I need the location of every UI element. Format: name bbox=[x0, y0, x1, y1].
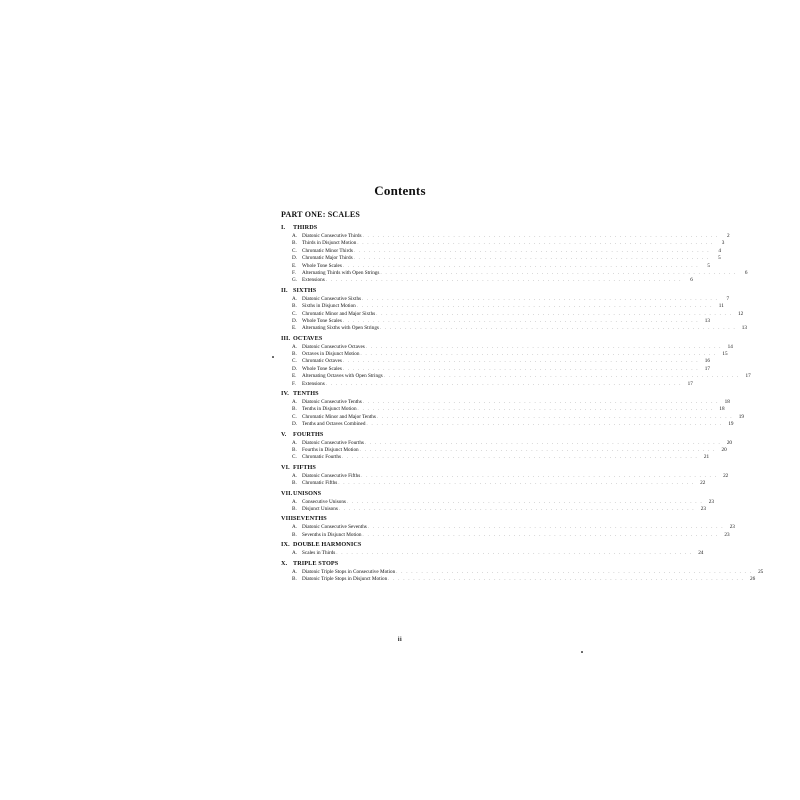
toc-section bbox=[281, 463, 729, 487]
entry-letter: C. bbox=[292, 413, 297, 420]
entry-page-number: 20 bbox=[726, 439, 732, 446]
toc-entry[interactable] bbox=[281, 232, 730, 239]
section-heading bbox=[281, 464, 541, 472]
entry-letter: D. bbox=[292, 317, 298, 324]
toc-section bbox=[281, 559, 764, 583]
toc-entry[interactable] bbox=[281, 310, 744, 317]
dot-leader: . . . . . . . . . . . . . . . . . . . . . . . . . . . . . . . . . . . . . . . . . . . . . . . . . . . . . . . . . . . . . . . . . . . . . . . bbox=[376, 310, 733, 316]
section-title: SEVENTHS bbox=[293, 515, 327, 523]
dot-leader: . . . . . . . . . . . . . . . . . . . . . . . . . . . . . . . . . . . . . . . . . . . . . . . . . . . . . . . . . . . . . . . . . . . . . . . bbox=[380, 269, 737, 275]
dot-leader: . . . . . . . . . . . . . . . . . . . . . . . . . . . . . . . . . . . . . . . . . . . . . . . . . . . . . . . . . . . . . . . . . . . . . . . bbox=[342, 358, 699, 364]
toc-entry[interactable] bbox=[281, 357, 710, 365]
toc-entry[interactable] bbox=[281, 472, 729, 479]
section-heading bbox=[281, 335, 541, 343]
entry-title: Tenths and Octaves Combined bbox=[302, 421, 366, 428]
dot-leader: . . . . . . . . . . . . . . . . . . . . . . . . . . . . . . . . . . . . . . . . . . . . . . . . . . . . . . . . . . . . . . . . . . . . . . . bbox=[353, 247, 710, 253]
entry-letter: B. bbox=[292, 406, 297, 413]
entry-title: Whole Tone Scales bbox=[302, 317, 342, 324]
entry-title: Diatonic Triple Stops in Consecutive Motion bbox=[302, 568, 396, 575]
entry-page-number: 23 bbox=[708, 498, 714, 505]
dot-leader: . . . . . . . . . . . . . . . . . . . . . . . . . . . . . . . . . . . . . . . . . . . . . . . . . . . . . . . . . . . . . . . . . . . . . . . bbox=[362, 233, 719, 238]
dot-leader: . . . . . . . . . . . . . . . . . . . . . . . . . . . . . . . . . . . . . . . . . . . . . . . . . . . . . . . . . . . . . . . . . . . . . . . bbox=[359, 446, 716, 452]
entry-letter: B. bbox=[292, 240, 297, 247]
toc-section bbox=[281, 390, 744, 428]
dot-leader: . . . . . . . . . . . . . . . . . . . . . . . . . . . . . . . . . . . . . . . . . . . . . . . . . . . . . . . . . . . . . . . . . . . . . . . bbox=[342, 262, 699, 268]
entry-page-number: 16 bbox=[704, 358, 710, 365]
entry-title: Chromatic Minor Thirds bbox=[302, 247, 353, 254]
entry-page-number: 26 bbox=[750, 575, 756, 582]
dot-leader: . . . . . . . . . . . . . . . . . . . . . . . . . . . . . . . . . . . . . . . . . . . . . . . . . . . . . . . . . . . . . . . . . . . . . . . bbox=[357, 406, 714, 412]
entry-letter: B. bbox=[292, 303, 297, 310]
entry-page-number: 17 bbox=[704, 365, 710, 372]
entry-page-number: 13 bbox=[704, 317, 710, 324]
dot-leader: . . . . . . . . . . . . . . . . . . . . . . . . . . . . . . . . . . . . . . . . . . . . . . . . . . . . . . . . . . . . . . . . . . . . . . . bbox=[342, 317, 699, 323]
entry-title: Tenths in Disjunct Motion bbox=[302, 406, 357, 413]
section-title: TENTHS bbox=[293, 390, 319, 398]
toc-entry[interactable] bbox=[281, 420, 734, 428]
toc-entry[interactable] bbox=[281, 505, 706, 512]
entry-title: Alternating Octaves with Open Strings bbox=[302, 373, 383, 380]
entry-letter: C. bbox=[292, 454, 297, 461]
entry-title: Consecutive Unisons bbox=[302, 498, 346, 505]
entry-page-number: 19 bbox=[728, 421, 734, 428]
entry-page-number: 13 bbox=[741, 325, 747, 332]
entry-page-number: 7 bbox=[726, 295, 730, 302]
section-number: II. bbox=[281, 286, 288, 294]
dot-leader: . . . . . . . . . . . . . . . . . . . . . . . . . . . . . . . . . . . . . . . . . . . . . . . . . . . . . . . . . . . . . . . . . . . . . . . bbox=[366, 421, 723, 427]
entry-page-number: 6 bbox=[744, 269, 748, 276]
entry-letter: A. bbox=[292, 524, 298, 531]
toc-entry[interactable] bbox=[281, 523, 735, 531]
section-heading bbox=[281, 541, 541, 549]
toc-entry[interactable] bbox=[281, 439, 732, 446]
section-number: VI. bbox=[281, 463, 290, 471]
toc-entry[interactable] bbox=[281, 479, 706, 487]
toc-entry[interactable] bbox=[281, 276, 693, 284]
toc-entry[interactable] bbox=[281, 498, 714, 505]
dot-leader: . . . . . . . . . . . . . . . . . . . . . . . . . . . . . . . . . . . . . . . . . . . . . . . . . . . . . . . . . . . . . . . . . . . . . . . bbox=[342, 454, 699, 460]
entry-page-number: 25 bbox=[758, 568, 764, 575]
section-heading bbox=[281, 490, 541, 498]
section-heading bbox=[281, 224, 541, 232]
entry-letter: E. bbox=[292, 373, 297, 380]
toc-entry[interactable] bbox=[281, 413, 744, 420]
entry-title: Scales in Thirds bbox=[302, 550, 336, 557]
toc-section bbox=[281, 286, 747, 332]
dot-leader: . . . . . . . . . . . . . . . . . . . . . . . . . . . . . . . . . . . . . . . . . . . . . . . . . . . . . . . . . . . . . . . . . . . . . . . bbox=[346, 498, 703, 504]
entry-letter: C. bbox=[292, 247, 297, 254]
toc-entry[interactable] bbox=[281, 239, 725, 247]
toc-section bbox=[281, 515, 735, 538]
entry-letter: B. bbox=[292, 446, 297, 453]
entry-letter: D. bbox=[292, 365, 298, 372]
dot-leader: . . . . . . . . . . . . . . . . . . . . . . . . . . . . . . . . . . . . . . . . . . . . . . . . . . . . . . . . . . . . . . . . . . . . . . . bbox=[367, 524, 724, 530]
page-number: ii bbox=[397, 637, 403, 643]
entry-letter: A. bbox=[292, 295, 298, 302]
entry-letter: A. bbox=[292, 472, 298, 479]
section-title: THIRDS bbox=[293, 224, 318, 231]
entry-letter: C. bbox=[292, 310, 297, 317]
dot-leader: . . . . . . . . . . . . . . . . . . . . . . . . . . . . . . . . . . . . . . . . . . . . . . . . . . . . . . . . . . . . . . . . . . . . . . . bbox=[365, 343, 722, 349]
entry-title: Whole Tone Scales bbox=[302, 262, 342, 269]
entry-title: Fourths in Disjunct Motion bbox=[302, 446, 359, 453]
entry-letter: B. bbox=[292, 505, 297, 512]
entry-page-number: 6 bbox=[690, 277, 693, 284]
toc-section bbox=[281, 430, 732, 461]
section-heading bbox=[281, 560, 541, 568]
dot-leader: . . . . . . . . . . . . . . . . . . . . . . . . . . . . . . . . . . . . . . . . . . . . . . . . . . . . . . . . . . . . . . . . . . . . . . . bbox=[361, 472, 718, 478]
table-of-contents bbox=[281, 224, 764, 585]
entry-title: Chromatic Fifths bbox=[302, 480, 338, 487]
section-title: FOURTHS bbox=[293, 430, 324, 438]
toc-entry[interactable] bbox=[281, 365, 710, 372]
entry-title: Diatonic Consecutive Thirds bbox=[302, 233, 362, 239]
entry-page-number: 23 bbox=[724, 531, 730, 538]
entry-title: Chromatic Fourths bbox=[302, 454, 342, 461]
entry-letter: A. bbox=[292, 550, 298, 557]
dot-leader: . . . . . . . . . . . . . . . . . . . . . . . . . . . . . . . . . . . . . . . . . . . . . . . . . . . . . . . . . . . . . . . . . . . . . . . bbox=[362, 399, 719, 405]
toc-entry[interactable] bbox=[281, 343, 733, 350]
toc-section bbox=[281, 224, 748, 284]
entry-page-number: 18 bbox=[719, 406, 725, 413]
dot-leader: . . . . . . . . . . . . . . . . . . . . . . . . . . . . . . . . . . . . . . . . . . . . . . . . . . . . . . . . . . . . . . . . . . . . . . . bbox=[325, 277, 682, 283]
dot-leader: . . . . . . . . . . . . . . . . . . . . . . . . . . . . . . . . . . . . . . . . . . . . . . . . . . . . . . . . . . . . . . . . . . . . . . . bbox=[364, 439, 721, 445]
entry-letter: F. bbox=[292, 269, 296, 276]
dot-leader: . . . . . . . . . . . . . . . . . . . . . . . . . . . . . . . . . . . . . . . . . . . . . . . . . . . . . . . . . . . . . . . . . . . . . . . bbox=[383, 373, 740, 379]
toc-entry[interactable] bbox=[281, 295, 730, 302]
toc-entry[interactable] bbox=[281, 372, 751, 380]
entry-letter: A. bbox=[292, 399, 298, 406]
dot-leader: . . . . . . . . . . . . . . . . . . . . . . . . . . . . . . . . . . . . . . . . . . . . . . . . . . . . . . . . . . . . . . . . . . . . . . . bbox=[342, 365, 699, 371]
entry-title: Disjunct Unisons bbox=[302, 505, 338, 512]
dot-leader: . . . . . . . . . . . . . . . . . . . . . . . . . . . . . . . . . . . . . . . . . . . . . . . . . . . . . . . . . . . . . . . . . . . . . . . bbox=[360, 351, 717, 357]
toc-entry[interactable] bbox=[281, 324, 747, 332]
entry-page-number: 4 bbox=[718, 247, 721, 254]
section-number: X. bbox=[281, 559, 288, 567]
entry-page-number: 22 bbox=[723, 472, 729, 479]
entry-title: Alternating Thirds with Open Strings bbox=[302, 269, 380, 276]
entry-page-number: 20 bbox=[721, 446, 727, 453]
entry-title: Whole Tone Scales bbox=[302, 365, 342, 372]
scan-speck bbox=[272, 356, 274, 358]
dot-leader: . . . . . . . . . . . . . . . . . . . . . . . . . . . . . . . . . . . . . . . . . . . . . . . . . . . . . . . . . . . . . . . . . . . . . . . bbox=[338, 505, 695, 511]
entry-letter: A. bbox=[292, 439, 298, 446]
dot-leader: . . . . . . . . . . . . . . . . . . . . . . . . . . . . . . . . . . . . . . . . . . . . . . . . . . . . . . . . . . . . . . . . . . . . . . . bbox=[336, 550, 693, 556]
entry-title: Chromatic Octaves bbox=[302, 358, 342, 365]
toc-entry[interactable] bbox=[281, 405, 725, 413]
entry-title: Diatonic Consecutive Octaves bbox=[302, 343, 365, 350]
page-title: Contents bbox=[374, 183, 426, 198]
toc-entry[interactable] bbox=[281, 247, 721, 254]
dot-leader: . . . . . . . . . . . . . . . . . . . . . . . . . . . . . . . . . . . . . . . . . . . . . . . . . . . . . . . . . . . . . . . . . . . . . . . bbox=[388, 575, 745, 581]
dot-leader: . . . . . . . . . . . . . . . . . . . . . . . . . . . . . . . . . . . . . . . . . . . . . . . . . . . . . . . . . . . . . . . . . . . . . . . bbox=[353, 255, 710, 261]
section-number: V. bbox=[281, 430, 287, 438]
entry-page-number: 23 bbox=[729, 524, 735, 531]
dot-leader: . . . . . . . . . . . . . . . . . . . . . . . . . . . . . . . . . . . . . . . . . . . . . . . . . . . . . . . . . . . . . . . . . . . . . . . bbox=[362, 531, 719, 537]
entry-letter: B. bbox=[292, 531, 297, 538]
section-title: SIXTHS bbox=[293, 286, 317, 294]
entry-page-number: 22 bbox=[700, 480, 706, 487]
section-heading bbox=[281, 515, 541, 523]
entry-page-number: 12 bbox=[738, 310, 744, 317]
section-number: I. bbox=[281, 224, 286, 231]
entry-page-number: 15 bbox=[722, 351, 728, 358]
section-heading bbox=[281, 431, 541, 439]
entry-letter: B. bbox=[292, 480, 297, 487]
toc-entry[interactable] bbox=[281, 453, 710, 461]
toc-section bbox=[281, 489, 714, 513]
entry-page-number: 18 bbox=[724, 399, 730, 406]
part-heading: PART ONE: SCALES bbox=[281, 210, 361, 219]
entry-title: Alternating Sixths with Open Strings bbox=[302, 325, 379, 332]
section-number: III. bbox=[281, 334, 291, 342]
toc-entry[interactable] bbox=[281, 317, 710, 324]
entry-letter: A. bbox=[292, 568, 298, 575]
entry-page-number: 2 bbox=[727, 233, 730, 239]
entry-title: Diatonic Triple Stops in Disjunct Motion bbox=[302, 575, 388, 582]
entry-letter: B. bbox=[292, 575, 297, 582]
entry-title: Diatonic Consecutive Fourths bbox=[302, 439, 364, 446]
toc-entry[interactable] bbox=[281, 262, 710, 269]
entry-page-number: 19 bbox=[738, 413, 744, 420]
scan-speck bbox=[581, 651, 583, 653]
entry-letter: A. bbox=[292, 233, 298, 239]
entry-title: Sevenths in Disjunct Motion bbox=[302, 531, 362, 538]
dot-leader: . . . . . . . . . . . . . . . . . . . . . . . . . . . . . . . . . . . . . . . . . . . . . . . . . . . . . . . . . . . . . . . . . . . . . . . bbox=[338, 480, 695, 486]
toc-entry[interactable] bbox=[281, 446, 727, 453]
entry-letter: B. bbox=[292, 351, 297, 358]
entry-title: Chromatic Minor and Major Tenths bbox=[302, 413, 376, 420]
entry-page-number: 5 bbox=[718, 255, 721, 262]
entry-title: Octaves in Disjunct Motion bbox=[302, 351, 360, 358]
entry-title: Sixths in Disjunct Motion bbox=[302, 303, 356, 310]
dot-leader: . . . . . . . . . . . . . . . . . . . . . . . . . . . . . . . . . . . . . . . . . . . . . . . . . . . . . . . . . . . . . . . . . . . . . . . bbox=[376, 413, 733, 419]
toc-entry[interactable] bbox=[281, 568, 764, 575]
entry-letter: D. bbox=[292, 421, 298, 428]
toc-entry[interactable] bbox=[281, 575, 756, 582]
entry-page-number: 24 bbox=[698, 550, 704, 557]
entry-letter: C. bbox=[292, 358, 297, 365]
entry-letter: E. bbox=[292, 262, 297, 269]
dot-leader: . . . . . . . . . . . . . . . . . . . . . . . . . . . . . . . . . . . . . . . . . . . . . . . . . . . . . . . . . . . . . . . . . . . . . . . bbox=[379, 325, 736, 331]
section-number: VIII. bbox=[281, 515, 295, 523]
entry-page-number: 3 bbox=[721, 240, 725, 247]
section-title: UNISONS bbox=[293, 489, 322, 497]
dot-leader: . . . . . . . . . . . . . . . . . . . . . . . . . . . . . . . . . . . . . . . . . . . . . . . . . . . . . . . . . . . . . . . . . . . . . . . bbox=[356, 303, 713, 309]
entry-letter: F. bbox=[292, 380, 296, 387]
section-number: IX. bbox=[281, 541, 290, 549]
section-number: IV. bbox=[281, 390, 289, 398]
section-heading bbox=[281, 390, 541, 398]
entry-page-number: 17 bbox=[745, 373, 751, 380]
entry-title: Thirds in Disjunct Motion bbox=[302, 240, 357, 247]
entry-letter: A. bbox=[292, 498, 298, 505]
entry-page-number: 21 bbox=[703, 454, 710, 461]
dot-leader: . . . . . . . . . . . . . . . . . . . . . . . . . . . . . . . . . . . . . . . . . . . . . . . . . . . . . . . . . . . . . . . . . . . . . . . bbox=[325, 380, 682, 386]
toc-section bbox=[281, 334, 751, 387]
entry-title: Chromatic Minor and Major Sixths bbox=[302, 310, 376, 317]
entry-title: Diatonic Consecutive Tenths bbox=[302, 399, 362, 406]
entry-page-number: 23 bbox=[700, 505, 706, 512]
entry-letter: A. bbox=[292, 343, 298, 350]
entry-page-number: 17 bbox=[687, 380, 693, 387]
section-title: FIFTHS bbox=[293, 463, 316, 471]
entry-title: Diatonic Consecutive Sixths bbox=[302, 295, 362, 302]
entry-letter: E. bbox=[292, 325, 297, 332]
entry-letter: D. bbox=[292, 255, 298, 262]
toc-entry[interactable] bbox=[281, 254, 721, 262]
toc-entry[interactable] bbox=[281, 380, 693, 387]
toc-entry[interactable] bbox=[281, 302, 724, 310]
entry-title: Chromatic Major Thirds bbox=[302, 255, 353, 262]
entry-page-number: 11 bbox=[718, 303, 724, 310]
section-title: TRIPLE STOPS bbox=[293, 559, 339, 567]
dot-leader: . . . . . . . . . . . . . . . . . . . . . . . . . . . . . . . . . . . . . . . . . . . . . . . . . . . . . . . . . . . . . . . . . . . . . . . bbox=[357, 240, 714, 246]
entry-title: Extensions bbox=[302, 277, 325, 284]
section-title: DOUBLE HARMONICS bbox=[293, 541, 362, 549]
dot-leader: . . . . . . . . . . . . . . . . . . . . . . . . . . . . . . . . . . . . . . . . . . . . . . . . . . . . . . . . . . . . . . . . . . . . . . . bbox=[396, 568, 753, 574]
toc-section bbox=[281, 541, 704, 557]
toc-entry[interactable] bbox=[281, 269, 748, 276]
entry-page-number: 5 bbox=[707, 262, 710, 269]
section-heading bbox=[281, 287, 541, 295]
toc-entry[interactable] bbox=[281, 398, 730, 406]
section-number: VII. bbox=[281, 489, 293, 497]
toc-entry[interactable] bbox=[281, 350, 728, 358]
toc-entry[interactable] bbox=[281, 531, 730, 538]
section-title: OCTAVES bbox=[293, 334, 323, 342]
toc-entry[interactable] bbox=[281, 549, 704, 557]
dot-leader: . . . . . . . . . . . . . . . . . . . . . . . . . . . . . . . . . . . . . . . . . . . . . . . . . . . . . . . . . . . . . . . . . . . . . . . bbox=[362, 295, 719, 301]
entry-title: Diatonic Consecutive Sevenths bbox=[302, 524, 367, 531]
entry-page-number: 14 bbox=[727, 343, 733, 350]
entry-title: Diatonic Consecutive Fifths bbox=[302, 472, 361, 479]
entry-letter: G. bbox=[292, 277, 298, 284]
entry-title: Extensions bbox=[302, 380, 325, 387]
